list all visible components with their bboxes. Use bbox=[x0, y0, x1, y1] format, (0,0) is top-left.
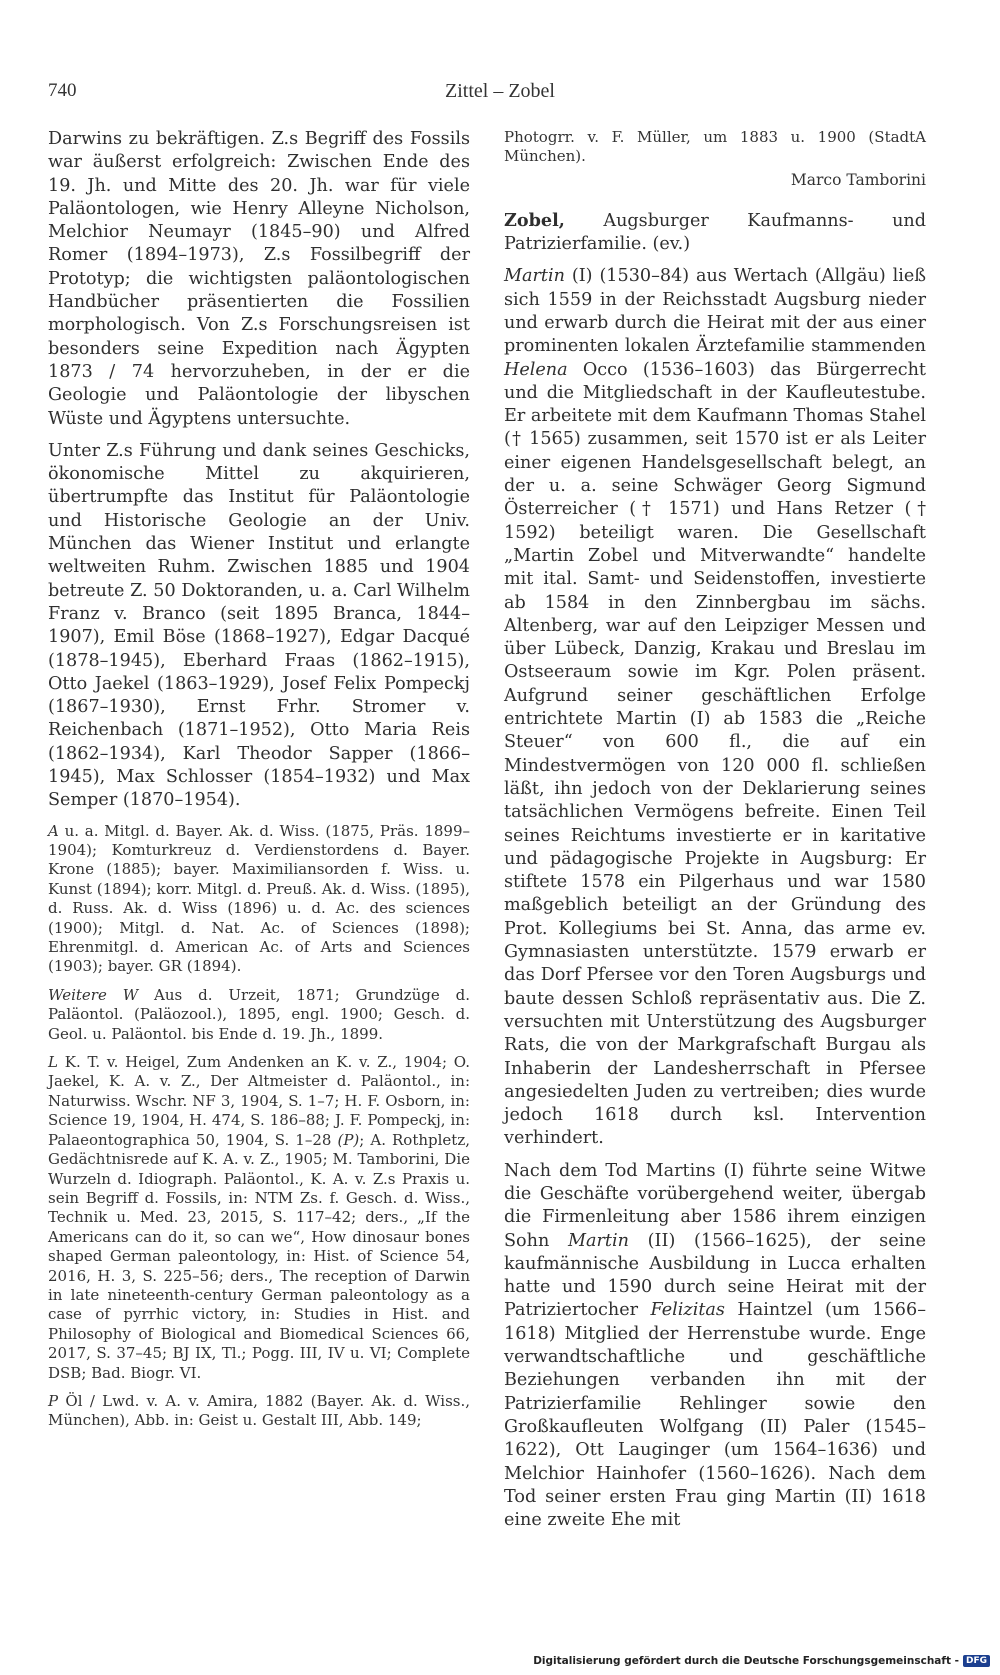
section-label: A bbox=[48, 821, 59, 840]
paragraph: Unter Z.s Führung und dank seines Geschicks, ökonomische Mittel zu akquirieren, übertrumpfte das Institut für Paläontologie und Historische Geologie an der Univ. München das Wiener Institut und erlangte weltweiten Ruhm. Zwischen 1885 und 1904 betreute Z. 50 Doktoranden, u. a. Carl Wilhelm Franz v. Branco (seit 1895 Branca, 1844–1907), Emil Böse (1868–1927), Edgar Dacqué (1878–1945), Eberhard Fraas (1862–1915), Otto Jaekel (1863–1929), Josef Felix Pompeckj (1867–1930), Ernst Frhr. Stromer v. Reichenbach (1871–1952), Otto Maria Reis (1862–1934), Karl Theodor Sapper (1866–1945), Max Schlosser (1854–1932) und Max Semper (1870–1954). bbox=[48, 440, 470, 811]
entry-description: Augsburger Kaufmanns- und Patrizierfamilie. (ev.) bbox=[504, 210, 926, 255]
portraits-section bbox=[48, 1392, 470, 1431]
section-text: ; A. Rothpletz, Gedächtnisrede auf K. A. v. Z., 1905; M. Tamborini, Die Wurzeln d. Idiograph. Paläontol., K. A. v. Z.s Praxis u. sein Begriff d. Fossils, in: NTM Zs. f. Gesch. d. Wiss., Technik u. Med. 23, 2015, S. 117–42; ders., „If the Americans can do it, so can we“, How dinosaur bones shaped German paleontology, in: Hist. of Science 54, 2016, H. 3, S. 225–56; ders., The reception of Darwin in late nineteenth-century German paleontology as a case of pyrrhic victory, in: Studies in Hist. and Philosophy of Biological and Biomedical Sciences 66, 2017, S. 37–45; BJ IX, Tl.; Pogg. III, IV u. VI; Complete DSB; Bad. Biogr. VI. bbox=[48, 1130, 471, 1382]
digitization-footer bbox=[533, 1655, 990, 1667]
paragraph bbox=[504, 1160, 926, 1533]
section-label: L bbox=[48, 1053, 58, 1072]
section-text: Aus d. Urzeit, 1871; Grundzüge d. Paläontol. (Paläozool.), 1895, engl. 1900; Gesch. d. Geol. u. Paläontol. bis Ende d. 19. Jh., 1899. bbox=[48, 985, 470, 1043]
works-section bbox=[48, 986, 470, 1044]
dfg-logo: DFG bbox=[963, 1655, 990, 1667]
paragraph bbox=[504, 265, 926, 1150]
left-column bbox=[48, 128, 470, 1440]
awards-section bbox=[48, 822, 470, 977]
author-signature: Marco Tamborini bbox=[790, 170, 926, 189]
portraits-continued: Photogrr. v. F. Müller, um 1883 u. 1900 (StadtA München). bbox=[504, 128, 926, 166]
section-text: K. T. v. Heigel, Zum Andenken an K. v. Z., 1904; O. Jaekel, K. A. v. Z., Der Altmeister d. Paläontol., in: Naturwiss. Wschr. NF 3, 1904, S. 1–7; H. F. Osborn, in: Science 19, 1904, H. 474, S. 186–88; J. F. Pompeckj, in: Palaeontographica 50, 1904, S. 1–28 bbox=[48, 1053, 470, 1149]
text-run: Occo (1536–1603) das Bürgerrecht und die Mitgliedschaft in der Kaufleutestube. Er arbeitete mit dem Kaufmann Thomas Stahel († 1565) zusammen, seit 1570 ist er als Leiter einer eigenen Handelsgesellschaft belegt, an der u. a. seine Schwäger Georg Sigmund Österreicher († 1571) und Hans Retzer († 1592) beteiligt waren. Die Gesellschaft „Martin Zobel und Mitverwandte“ handelte mit ital. Samt- und Seidenstoffen, investierte ab 1584 in den Zinnbergbau im sächs. Altenberg, war auf den Leipziger Messen und über Lübeck, Danzig, Krakau und Breslau im Ostseeraum sowie im Kgr. Polen präsent. Aufgrund seiner geschäftlichen Erfolge entrichtete Martin (I) ab 1583 die „Reiche Steuer“ von 600 fl., die auf ein Mindestvermögen von 120 000 fl. schließen läßt, ihn jedoch von der Deklarierung seines tatsächlichen Vermögens befreite. Einen Teil seines Reichtums investierte er in karitative und pädagogische Projekte in Augsburg: Er stiftete 1578 ein Pilgerhaus und war 1580 maßgeblich beteiligt an der Gründung des Prot. Kollegiums bei St. Anna, das arme ev. Gymnasiasten unterstützte. 1579 erwarb er das Dorf Pfersee vor den Toren Augsburgs und baute dessen Schloß repräsentativ aus. Die Z. versuchten mit Unterstützung des Augsburger Rats, die von der Markgrafschaft Burgau als Inhaberin der Landesherrschaft in Pfersee angesiedelten Juden zu vertreiben; dies wurde jedoch 1618 durch ksl. Intervention verhindert. bbox=[504, 359, 926, 1149]
text-run: Nach dem Tod Martins (I) führte seine Witwe die Geschäfte vorübergehend weiter, übergab die Firmenleitung aber 1586 ihrem einzigen Sohn bbox=[504, 1160, 926, 1251]
person-name: Martin bbox=[568, 1230, 629, 1251]
person-name: Martin bbox=[504, 266, 565, 287]
portrait-marker: (P) bbox=[337, 1130, 360, 1149]
right-column bbox=[504, 128, 926, 1541]
person-name: Helena bbox=[504, 359, 568, 380]
text-run: (II) (1566–1625), der seine kaufmännische Ausbildung in Lucca erhalten hatte und 1590 durch seine Heirat mit der Patriziertocher bbox=[504, 1230, 926, 1321]
section-label: P bbox=[48, 1391, 59, 1410]
section-label: Weitere W bbox=[48, 985, 139, 1004]
running-head: Zittel – Zobel bbox=[445, 80, 555, 102]
paragraph: Darwins zu bekräftigen. Z.s Begriff des Fossils war äußerst erfolgreich: Zwischen Ende des 19. Jh. und Mitte des 20. Jh. war für viele Paläontologen, wie Henry Alleyne Nicholson, Melchior Neumayr (1845–90) und Alfred Romer (1894–1973), Z.s Fossilbegriff der Prototyp; die wichtigsten paläontologischen Handbücher präsentierten die Fossilien morphologisch. Von Z.s Forschungsreisen ist besonders seine Expedition nach Ägypten 1873 / 74 hervorzuheben, in der er die Geologie und Paläontologie der libyschen Wüste und Ägyptens untersuchte. bbox=[48, 129, 470, 429]
text-run: Haintzel (um 1566–1618) Mitglied der Herrenstube wurde. Enge verwandtschaftliche und geschäftliche Beziehungen verbanden ihn mit der Patrizierfamilie Rehlinger sowie den Großkaufleuten Wolfgang (II) Paler (1545–1622), Ott Lauginger (um 1564–1636) und Melchior Hainhofer (1560–1626). Nach dem Tod seiner ersten Frau ging Martin (II) 1618 eine zweite Ehe mit bbox=[504, 1300, 926, 1531]
section-text: u. a. Mitgl. d. Bayer. Ak. d. Wiss. (1875, Präs. 1899–1904); Komturkreuz d. Verdienstordens d. Bayer. Krone (1885); bayer. Maximiliansorden f. Wiss. u. Kunst (1894); korr. Mitgl. d. Preuß. Ak. d. Wiss. (1895), d. Russ. Ak. d. Wiss (1896) u. d. Ac. des sciences (1900); Mitgl. d. Nat. Ac. of Sciences (1898); Ehrenmitgl. d. American Ac. of Arts and Sciences (1903); bayer. GR (1894). bbox=[48, 821, 470, 976]
page-number: 740 bbox=[48, 80, 77, 101]
text-run: (I) (1530–84) aus Wertach (Allgäu) ließ sich 1559 in der Reichsstadt Augsburg nieder und erwarb durch die Heirat mit der aus einer prominenten lokalen Ärztefamilie stammenden bbox=[504, 266, 926, 357]
section-text: Öl / Lwd. v. A. v. Amira, 1882 (Bayer. Ak. d. Wiss., München), Abb. in: Geist u. Gestalt III, Abb. 149; bbox=[48, 1391, 470, 1430]
entry-heading bbox=[504, 209, 926, 257]
entry-name: Zobel, bbox=[504, 209, 565, 231]
footer-text: Digitalisierung gefördert durch die Deutsche Forschungsgemeinschaft - bbox=[533, 1655, 959, 1667]
person-name: Felizitas bbox=[650, 1300, 725, 1321]
literature-section bbox=[48, 1053, 470, 1383]
